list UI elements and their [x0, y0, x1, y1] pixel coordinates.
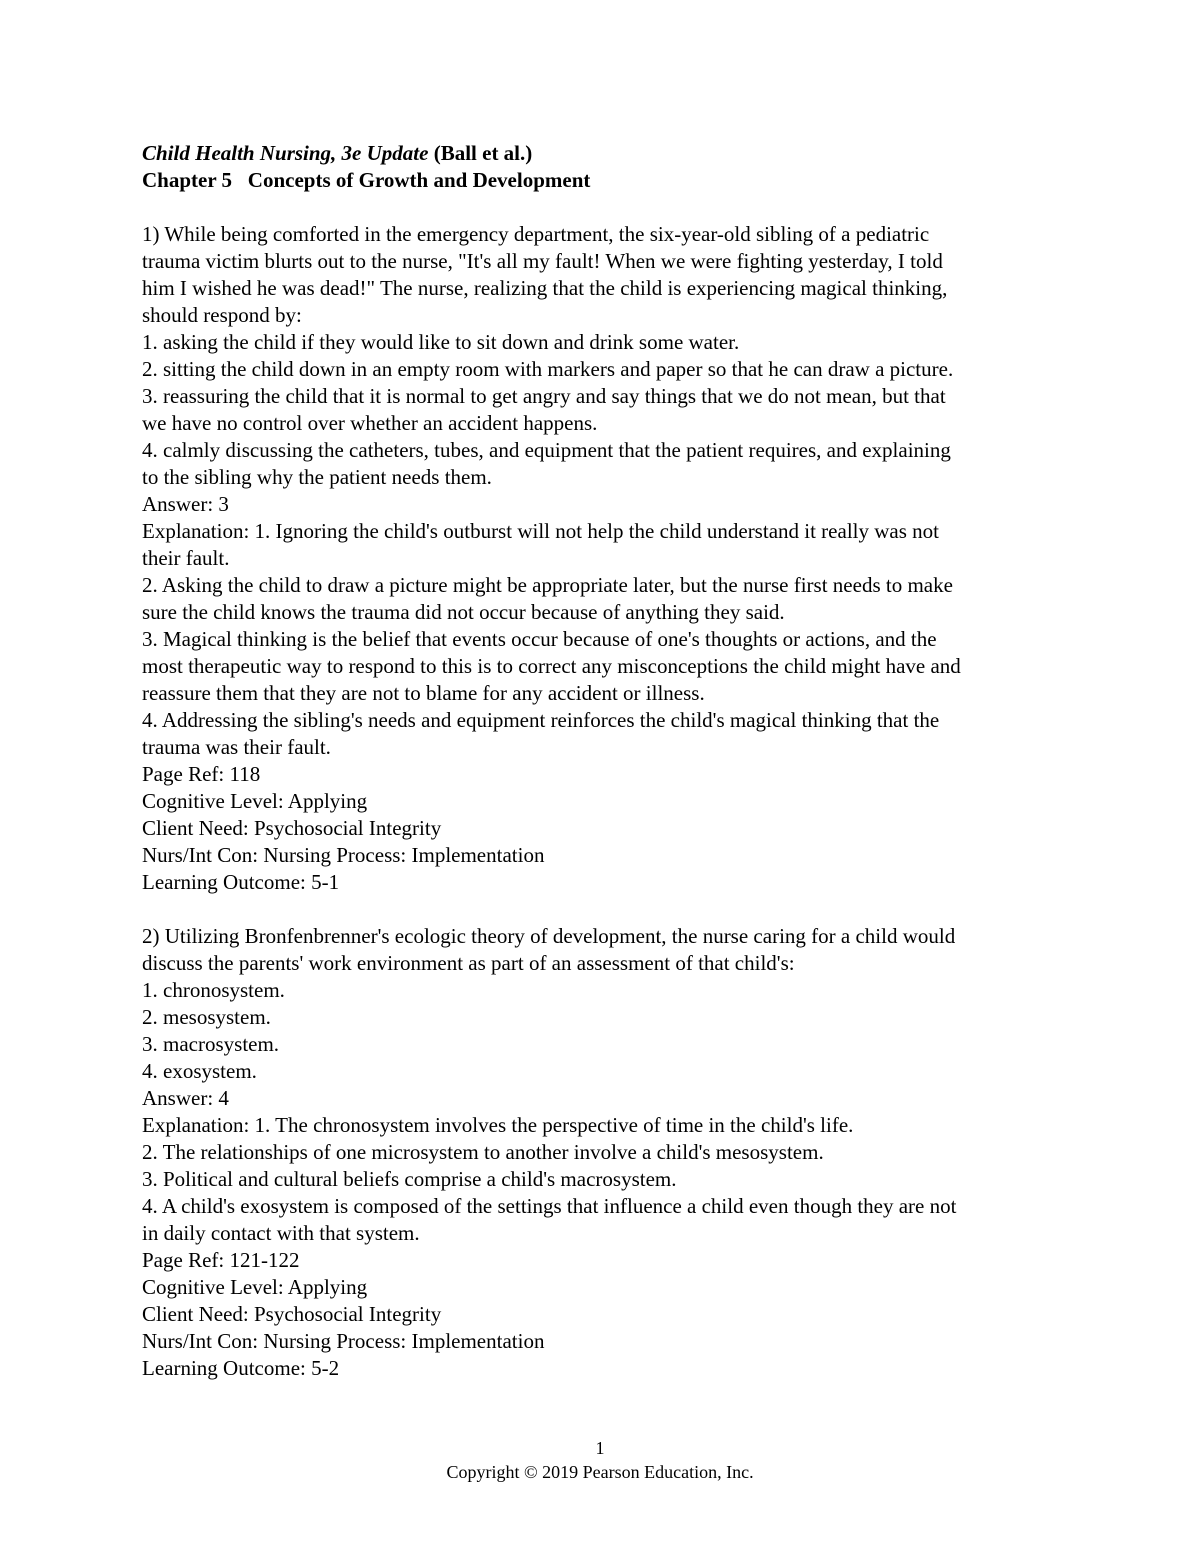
- question-2-line: 1. chronosystem.: [142, 978, 285, 1002]
- question-2-line: Client Need: Psychosocial Integrity: [142, 1302, 442, 1326]
- question-block-1: [142, 221, 1072, 896]
- book-title-line: [142, 140, 1072, 167]
- question-1-line: Page Ref: 118: [142, 762, 261, 786]
- question-block-2: [142, 923, 1072, 1382]
- book-title: Child Health Nursing, 3e Update: [142, 141, 429, 165]
- question-1-line: Client Need: Psychosocial Integrity: [142, 816, 442, 840]
- chapter-title: Chapter 5 Concepts of Growth and Development: [142, 168, 591, 192]
- question-2-line: 3. Political and cultural beliefs comprise a child's macrosystem.: [142, 1167, 677, 1191]
- question-1-line: should respond by:: [142, 303, 302, 327]
- spacer: [142, 896, 1072, 923]
- question-2-line: Explanation: 1. The chronosystem involves the perspective of time in the child's life.: [142, 1113, 854, 1137]
- question-2-line: Nurs/Int Con: Nursing Process: Implementation: [142, 1329, 545, 1353]
- question-2-line: Cognitive Level: Applying: [142, 1275, 368, 1299]
- question-2-line: Page Ref: 121-122: [142, 1248, 300, 1272]
- copyright-notice: Copyright © 2019 Pearson Education, Inc.: [446, 1462, 754, 1482]
- question-2-line: Learning Outcome: 5-2: [142, 1356, 340, 1380]
- question-1-line: 4. calmly discussing the catheters, tubes, and equipment that the patient requires, and explaining: [142, 438, 951, 462]
- question-2-line: discuss the parents' work environment as part of an assessment of that child's:: [142, 951, 795, 975]
- question-2-line: 3. macrosystem.: [142, 1032, 280, 1056]
- question-2-line: 4. exosystem.: [142, 1059, 257, 1083]
- question-1-line: trauma victim blurts out to the nurse, "It's all my fault! When we were fighting yesterday, I told: [142, 249, 943, 273]
- question-2-line: 2) Utilizing Bronfenbrenner's ecologic theory of development, the nurse caring for a child would: [142, 924, 956, 948]
- question-1-line: 1) While being comforted in the emergency department, the six-year-old sibling of a pediatric: [142, 222, 930, 246]
- question-1-line: Explanation: 1. Ignoring the child's outburst will not help the child understand it really was not: [142, 519, 939, 543]
- question-1-line: Nurs/Int Con: Nursing Process: Implementation: [142, 843, 545, 867]
- question-1-line: 1. asking the child if they would like to sit down and drink some water.: [142, 330, 740, 354]
- question-1-line: 2. sitting the child down in an empty room with markers and paper so that he can draw a picture.: [142, 357, 954, 381]
- question-1-line: trauma was their fault.: [142, 735, 331, 759]
- question-1-line: Answer: 3: [142, 492, 229, 516]
- question-2-line: 4. A child's exosystem is composed of the settings that influence a child even though they are not: [142, 1194, 957, 1218]
- question-1-line: 4. Addressing the sibling's needs and equipment reinforces the child's magical thinking that the: [142, 708, 940, 732]
- question-2-line: Answer: 4: [142, 1086, 229, 1110]
- spacer: [142, 194, 1072, 221]
- question-1-line: we have no control over whether an accident happens.: [142, 411, 598, 435]
- question-1-line: him I wished he was dead!" The nurse, realizing that the child is experiencing magical thinking,: [142, 276, 948, 300]
- question-2-line: 2. The relationships of one microsystem to another involve a child's mesosystem.: [142, 1140, 824, 1164]
- question-1-line: their fault.: [142, 546, 230, 570]
- question-1-line: sure the child knows the trauma did not occur because of anything they said.: [142, 600, 785, 624]
- question-1-line: 3. Magical thinking is the belief that events occur because of one's thoughts or actions, and the: [142, 627, 937, 651]
- question-2-line: 2. mesosystem.: [142, 1005, 271, 1029]
- book-authors: (Ball et al.): [428, 141, 533, 165]
- question-1-line: 2. Asking the child to draw a picture might be appropriate later, but the nurse first needs to make: [142, 573, 953, 597]
- page-content: [142, 140, 1072, 1382]
- question-1-line: Cognitive Level: Applying: [142, 789, 368, 813]
- question-1-line: 3. reassuring the child that it is normal to get angry and say things that we do not mean, but that: [142, 384, 946, 408]
- question-1-line: Learning Outcome: 5-1: [142, 870, 340, 894]
- question-1-line: reassure them that they are not to blame for any accident or illness.: [142, 681, 705, 705]
- page-number: 1: [595, 1438, 605, 1458]
- question-1-line: most therapeutic way to respond to this is to correct any misconceptions the child might have and: [142, 654, 961, 678]
- question-1-line: to the sibling why the patient needs them.: [142, 465, 492, 489]
- question-2-line: in daily contact with that system.: [142, 1221, 420, 1245]
